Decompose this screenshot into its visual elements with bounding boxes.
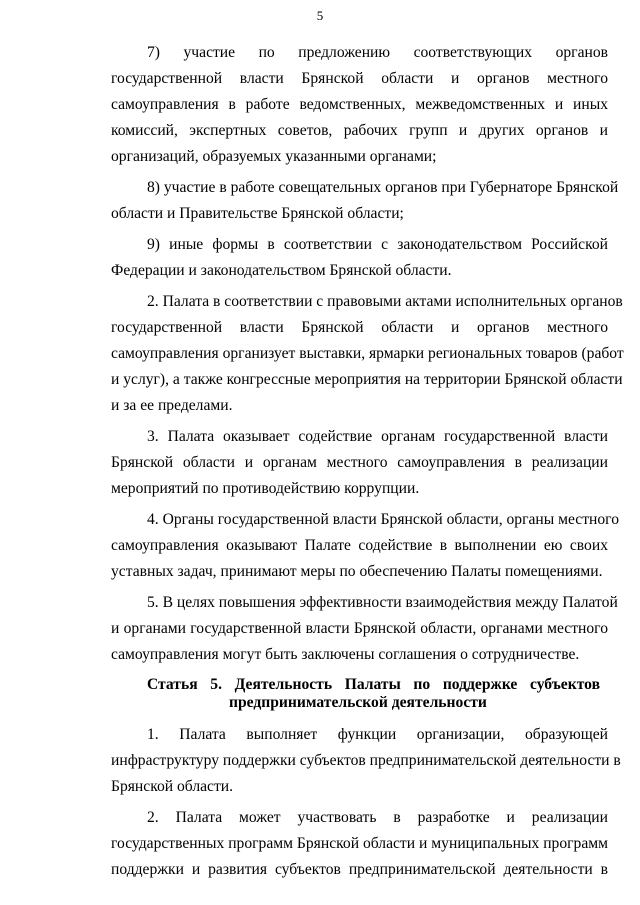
- text-line: государственной власти Брянской области и органов местного: [111, 319, 608, 336]
- text-line: и органами государственной власти Брянской области, органами местного: [111, 620, 608, 637]
- article-paragraph-1: [111, 722, 621, 800]
- text-line: 4. Органы государственной власти Брянской области, органы местного: [147, 511, 619, 528]
- text-line: самоуправления в работе ведомственных, межведомственных и иных: [111, 96, 608, 113]
- text-line: инфраструктуру поддержки субъектов предпринимательской деятельности в: [111, 752, 621, 769]
- text-line: комиссий, экспертных советов, рабочих групп и других органов и: [111, 122, 608, 139]
- text-line: мероприятий по противодействию коррупции.: [111, 480, 420, 497]
- paragraph-section-2: [111, 289, 624, 419]
- article-heading-line: предпринимательской деятельности: [229, 694, 487, 711]
- text-line: государственной власти Брянской области и органов местного: [111, 70, 608, 87]
- text-line: Брянской области.: [111, 778, 234, 795]
- text-line: 9) иные формы в соответствии с законодательством Российской: [147, 236, 608, 253]
- text-line: и услуг), а также конгрессные мероприятия на территории Брянской области: [111, 371, 623, 388]
- document-body: [111, 40, 624, 883]
- text-line: 8) участие в работе совещательных органов при Губернаторе Брянской: [147, 179, 619, 196]
- text-line: 7) участие по предложению соответствующих органов: [147, 44, 608, 61]
- page-number: 5: [316, 8, 324, 23]
- text-line: поддержки и развития субъектов предпринимательской деятельности в: [111, 861, 608, 878]
- text-line: 2. Палата может участвовать в разработке и реализации: [147, 809, 608, 826]
- paragraph-section-5: [111, 590, 618, 668]
- text-line: самоуправления могут быть заключены соглашения о сотрудничестве.: [111, 646, 580, 663]
- text-line: уставных задач, принимают меры по обеспечению Палаты помещениями.: [111, 563, 603, 580]
- paragraph-section-3: [111, 424, 608, 502]
- paragraph-item-8: [111, 175, 619, 227]
- text-line: Федерации и законодательством Брянской области.: [111, 262, 452, 279]
- text-line: организаций, образуемых указанными органами;: [111, 148, 437, 165]
- text-line: 1. Палата выполняет функции организации, образующей: [147, 726, 608, 743]
- text-line: 2. Палата в соответствии с правовыми актами исполнительных органов: [147, 293, 623, 310]
- text-line: Брянской области и органам местного самоуправления в реализации: [111, 454, 608, 471]
- text-line: самоуправления оказывают Палате содействие в выполнении ею своих: [111, 537, 608, 554]
- paragraph-item-7: [111, 40, 608, 170]
- text-line: 3. Палата оказывает содействие органам государственной власти: [147, 428, 608, 445]
- text-line: самоуправления организует выставки, ярмарки региональных товаров (работ: [111, 345, 624, 362]
- paragraph-item-9: [111, 232, 608, 284]
- text-line: 5. В целях повышения эффективности взаимодействия между Палатой: [147, 594, 618, 611]
- article-heading: [111, 676, 608, 712]
- text-line: области и Правительстве Брянской области;: [111, 205, 404, 222]
- article-heading-line: Статья 5. Деятельность Палаты по поддержке субъектов: [147, 676, 600, 693]
- text-line: и за ее пределами.: [111, 397, 233, 414]
- text-line: государственных программ Брянской области и муниципальных программ: [111, 835, 608, 852]
- article-paragraph-2: [111, 805, 608, 883]
- paragraph-section-4: [111, 507, 619, 585]
